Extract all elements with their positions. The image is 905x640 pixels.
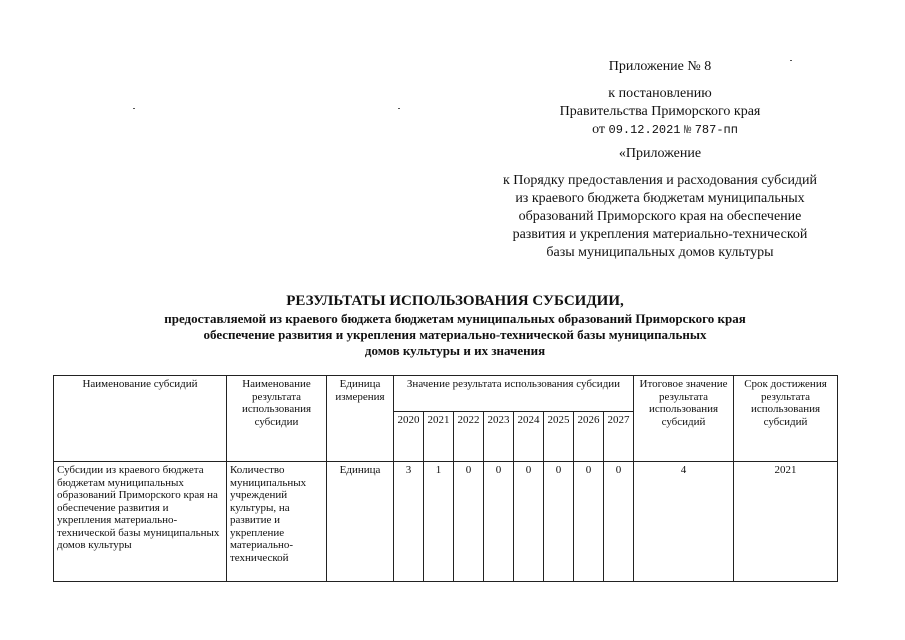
procedure-line: базы муниципальных домов культуры	[546, 245, 774, 260]
header-subsidy-name: Наименование субсидий	[54, 376, 227, 462]
year-header: 2026	[574, 412, 604, 462]
header-result-name: Наименование результата использования субсидии	[227, 376, 327, 462]
row-subsidy-name: Субсидии из краевого бюджета бюджетам муниципальных образований Приморского края на обеспечение развития и укрепления материально-технической базы муниципальных домов культуры	[54, 462, 227, 582]
header-final-value: Итоговое значение результата использования субсидий	[634, 376, 734, 462]
document-title: РЕЗУЛЬТАТЫ ИСПОЛЬЗОВАНИЯ СУБСИДИИ,	[286, 293, 624, 309]
procedure-line: развития и укрепления материально-технической	[512, 227, 808, 242]
procedure-line: образований Приморского края на обеспечение	[518, 209, 802, 224]
row-result-name: Количество муниципальных учреждений культуры, на развитие и укрепление материально-технической	[227, 462, 327, 582]
procedure-reference	[465, 172, 855, 262]
year-header: 2020	[394, 412, 424, 462]
year-header: 2022	[454, 412, 484, 462]
row-value-2020: 3	[394, 462, 424, 582]
header-unit: Единица измерения	[327, 376, 394, 462]
government-line: Правительства Приморского края	[559, 104, 761, 119]
scan-speck	[790, 60, 792, 61]
row-unit: Единица	[327, 462, 394, 582]
header-values-group: Значение результата использования субсидии	[394, 376, 634, 412]
year-header: 2024	[514, 412, 544, 462]
scan-speck	[398, 108, 400, 109]
appendix-quote: «Приложение	[618, 146, 702, 161]
appendix-number: Приложение № 8	[608, 59, 712, 74]
number-sign: №	[684, 123, 692, 137]
scan-speck	[133, 108, 135, 109]
resolution-date-line	[560, 121, 770, 139]
year-header: 2027	[604, 412, 634, 462]
subtitle-line: обеспечение развития и укрепления материально-технической базы муниципальных	[203, 327, 707, 342]
header-deadline: Срок достижения результата использования субсидий	[734, 376, 838, 462]
date-prefix: от	[592, 122, 605, 137]
resolution-number: 787-пп	[694, 123, 738, 137]
row-value-2021: 1	[424, 462, 454, 582]
resolution-date: 09.12.2021	[608, 123, 681, 137]
row-value-2025: 0	[544, 462, 574, 582]
year-header: 2023	[484, 412, 514, 462]
subtitle-line: домов культуры и их значения	[364, 343, 546, 358]
procedure-line: к Порядку предоставления и расходования субсидий	[502, 173, 818, 188]
resolution-line: к постановлению	[608, 86, 712, 101]
year-header: 2021	[424, 412, 454, 462]
subtitle-line: предоставляемой из краевого бюджета бюджетам муниципальных образований Приморского края	[164, 311, 746, 326]
year-header: 2025	[544, 412, 574, 462]
procedure-line: из краевого бюджета бюджетам муниципальных	[515, 191, 805, 206]
row-value-2026: 0	[574, 462, 604, 582]
document-subtitle	[60, 311, 850, 359]
row-final-value: 4	[634, 462, 734, 582]
table-row	[54, 462, 838, 582]
row-deadline: 2021	[734, 462, 838, 582]
row-value-2024: 0	[514, 462, 544, 582]
row-value-2027: 0	[604, 462, 634, 582]
row-value-2023: 0	[484, 462, 514, 582]
results-table	[53, 375, 838, 582]
row-value-2022: 0	[454, 462, 484, 582]
